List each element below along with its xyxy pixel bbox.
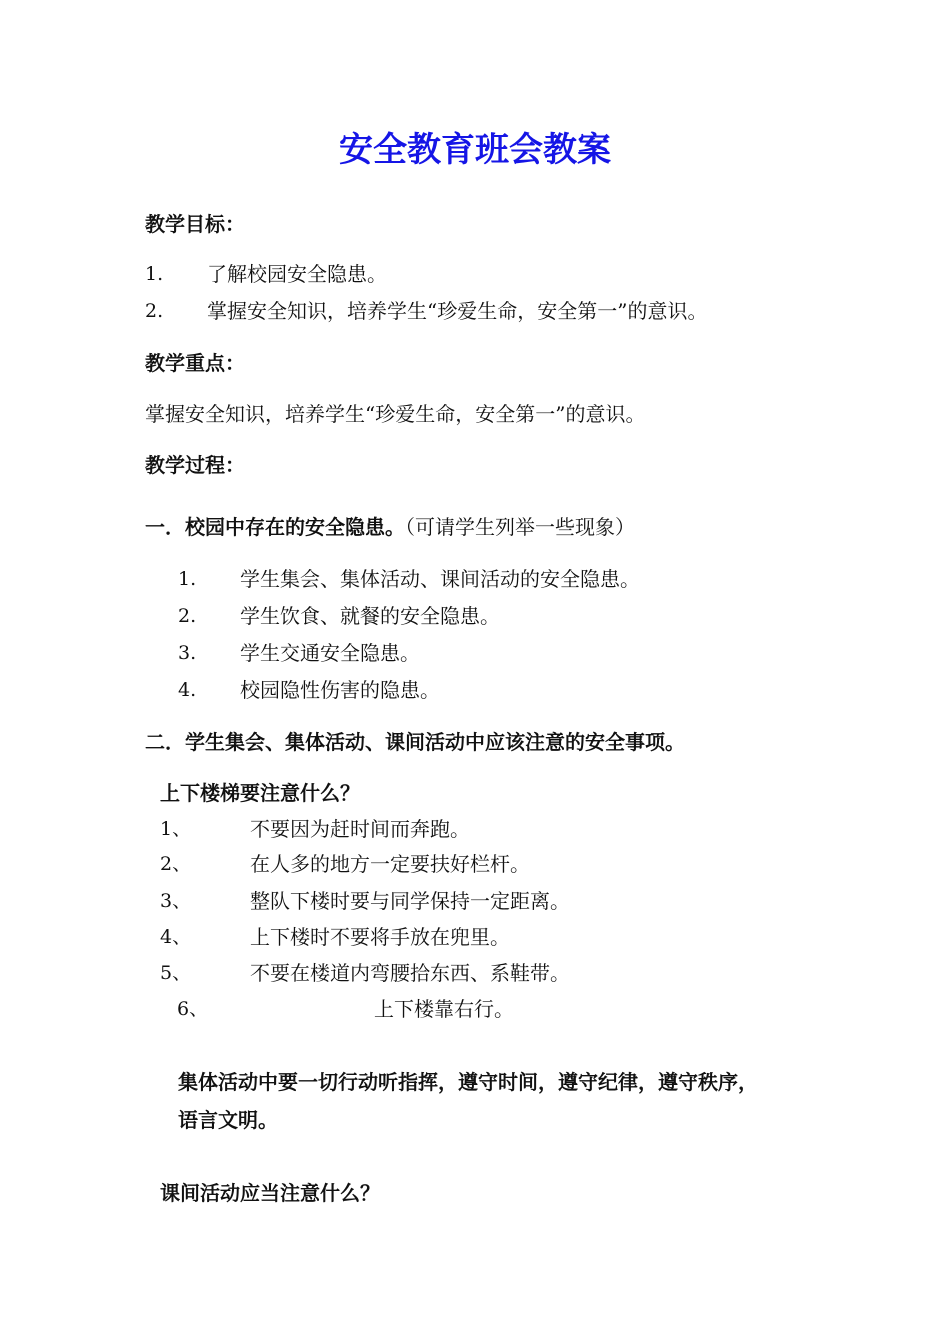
list-text: 在人多的地方一定要扶好栏杆。 bbox=[250, 852, 530, 876]
list-text: 整队下楼时要与同学保持一定距离。 bbox=[250, 889, 570, 913]
list-text: 不要因为赶时间而奔跑。 bbox=[250, 817, 470, 841]
list-number: 4、 bbox=[160, 926, 192, 948]
list-number: 2. bbox=[178, 605, 197, 627]
list-number: 3、 bbox=[160, 890, 192, 912]
list-text: 学生交通安全隐患。 bbox=[240, 641, 420, 665]
list-number: 6、 bbox=[177, 998, 209, 1020]
group-activity-line2: 语言文明。 bbox=[178, 1108, 278, 1132]
document-title: 安全教育班会教案 bbox=[339, 130, 611, 170]
list-text: 校园隐性伤害的隐患。 bbox=[240, 678, 440, 702]
list-number: 5、 bbox=[160, 962, 192, 984]
list-text: 上下楼靠右行。 bbox=[374, 997, 514, 1021]
list-text: 学生集会、集体活动、课间活动的安全隐患。 bbox=[240, 567, 640, 591]
process-heading: 教学过程： bbox=[145, 453, 245, 477]
list-number: 2、 bbox=[160, 853, 192, 875]
recess-question: 课间活动应当注意什么？ bbox=[160, 1181, 380, 1205]
list-text: 不要在楼道内弯腰拾东西、系鞋带。 bbox=[250, 961, 570, 985]
section1-title: 一．校园中存在的安全隐患。 bbox=[145, 515, 405, 539]
list-number: 4. bbox=[178, 679, 197, 701]
list-number: 2. bbox=[145, 300, 164, 322]
list-text: 学生饮食、就餐的安全隐患。 bbox=[240, 604, 500, 628]
list-number: 3. bbox=[178, 642, 197, 664]
objectives-heading: 教学目标： bbox=[145, 212, 245, 236]
list-number: 1. bbox=[145, 263, 164, 285]
section2-heading: 二．学生集会、集体活动、课间活动中应该注意的安全事项。 bbox=[145, 730, 685, 754]
section1-note: （可请学生列举一些现象） bbox=[405, 515, 635, 539]
list-number: 1. bbox=[178, 568, 197, 590]
list-number: 1、 bbox=[160, 818, 192, 840]
list-text: 上下楼时不要将手放在兜里。 bbox=[250, 925, 510, 949]
stairs-question: 上下楼梯要注意什么？ bbox=[160, 781, 360, 805]
list-text: 掌握安全知识，培养学生“珍爱生命，安全第一”的意识。 bbox=[207, 299, 708, 323]
list-text: 了解校园安全隐患。 bbox=[207, 262, 387, 286]
key-points-heading: 教学重点： bbox=[145, 351, 245, 375]
key-points-text: 掌握安全知识，培养学生“珍爱生命，安全第一”的意识。 bbox=[145, 402, 646, 426]
section1-heading bbox=[145, 517, 635, 537]
group-activity-line1: 集体活动中要一切行动听指挥，遵守时间，遵守纪律，遵守秩序， bbox=[178, 1070, 758, 1094]
